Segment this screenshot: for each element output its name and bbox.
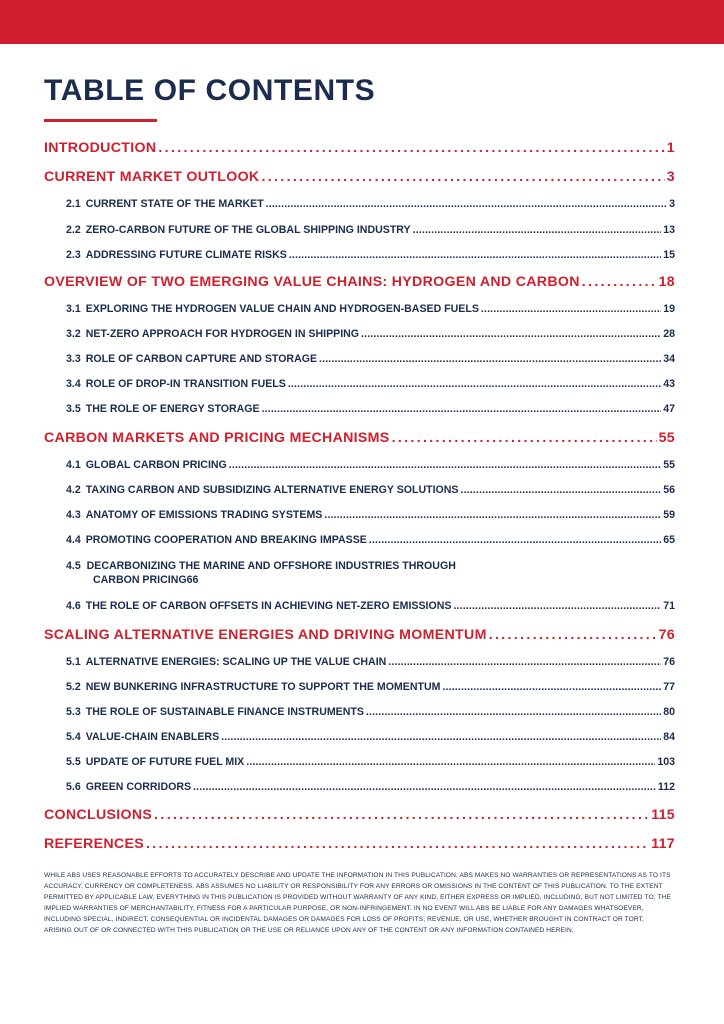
- toc-page-number: 76: [663, 656, 675, 668]
- dot-leader: [288, 378, 661, 390]
- toc-entry-label: NEW BUNKERING INFRASTRUCTURE TO SUPPORT THE MOMENTUM: [85, 681, 441, 693]
- toc-section-number: 4.6: [66, 600, 81, 612]
- toc-section-4-1[interactable]: [66, 459, 675, 471]
- title-underline: [44, 119, 157, 122]
- dot-leader: [262, 403, 662, 415]
- dot-leader: [369, 534, 661, 546]
- dot-leader: [442, 681, 661, 693]
- toc-entry-label: CARBON MARKETS AND PRICING MECHANISMS: [44, 430, 390, 446]
- toc-page-number: 28: [663, 328, 675, 340]
- toc-page-number: 3: [669, 198, 675, 210]
- toc-entry-label: THE ROLE OF CARBON OFFSETS IN ACHIEVING NET-ZERO EMISSIONS: [85, 600, 452, 612]
- toc-section-5-6[interactable]: [66, 781, 675, 793]
- toc-page-number: 19: [663, 303, 675, 315]
- toc-entry-first-line: [66, 560, 675, 572]
- toc-section-number: 3.2: [66, 328, 81, 340]
- toc-section-number: 4.2: [66, 484, 81, 496]
- toc-section-2-2[interactable]: [66, 224, 675, 236]
- dot-leader: [229, 459, 661, 471]
- dot-leader: [413, 224, 662, 236]
- toc-page-number: 34: [663, 353, 675, 365]
- toc-page-number: 71: [663, 600, 675, 612]
- toc-page-number: 103: [657, 756, 675, 768]
- toc-entry-label: UPDATE OF FUTURE FUEL MIX: [85, 756, 245, 768]
- toc-chapter-overview-value-chains[interactable]: [44, 274, 675, 290]
- dot-leader: [388, 656, 661, 668]
- toc-entry-label: DECARBONIZING THE MARINE AND OFFSHORE INDUSTRIES THROUGH: [86, 560, 456, 572]
- toc-entry-label: OVERVIEW OF TWO EMERGING VALUE CHAINS: HYDROGEN AND CARBON: [44, 274, 580, 290]
- toc-section-number: 5.4: [66, 731, 81, 743]
- toc-section-5-3[interactable]: [66, 706, 675, 718]
- toc-page-number: 84: [663, 731, 675, 743]
- toc-section-number: 2.1: [66, 198, 81, 210]
- toc-entry-second-line: [66, 574, 675, 586]
- dot-leader: [266, 198, 667, 210]
- dot-leader: [221, 731, 661, 743]
- toc-section-5-1[interactable]: [66, 656, 675, 668]
- toc-section-number: 4.1: [66, 459, 81, 471]
- dot-leader: [158, 140, 664, 156]
- toc-entry-label: PROMOTING COOPERATION AND BREAKING IMPASSE: [85, 534, 367, 546]
- toc-chapter-carbon-markets[interactable]: [44, 430, 675, 446]
- toc-section-number: 4.3: [66, 509, 81, 521]
- toc-page-number: 43: [663, 378, 675, 390]
- toc-section-5-4[interactable]: [66, 731, 675, 743]
- toc-entry-label: EXPLORING THE HYDROGEN VALUE CHAIN AND HYDROGEN-BASED FUELS: [85, 303, 479, 315]
- toc-section-number: 5.5: [66, 756, 81, 768]
- toc-section-5-5[interactable]: [66, 756, 675, 768]
- toc-chapter-references[interactable]: [44, 836, 675, 852]
- toc-page-number: 13: [663, 224, 675, 236]
- dot-leader: [582, 274, 657, 290]
- toc-entry-label: ZERO-CARBON FUTURE OF THE GLOBAL SHIPPING INDUSTRY: [85, 224, 411, 236]
- toc-entry-label: TAXING CARBON AND SUBSIDIZING ALTERNATIVE ENERGY SOLUTIONS: [85, 484, 459, 496]
- toc-page-number: 55: [663, 459, 675, 471]
- toc-chapter-introduction[interactable]: [44, 140, 675, 156]
- toc-page-number: 77: [663, 681, 675, 693]
- toc-section-3-2[interactable]: [66, 328, 675, 340]
- toc-section-number: 5.1: [66, 656, 81, 668]
- toc-page-number: 18: [658, 274, 675, 290]
- toc-section-5-2[interactable]: [66, 681, 675, 693]
- page-title: TABLE OF CONTENTS: [44, 74, 376, 107]
- toc-entry-label: THE ROLE OF ENERGY STORAGE: [85, 403, 260, 415]
- toc-chapter-conclusions[interactable]: [44, 807, 675, 823]
- dot-leader: [246, 756, 655, 768]
- toc-section-number: 3.3: [66, 353, 81, 365]
- toc-section-4-5[interactable]: [66, 560, 675, 586]
- dot-leader: [461, 484, 662, 496]
- toc-section-4-2[interactable]: [66, 484, 675, 496]
- toc-section-4-3[interactable]: [66, 509, 675, 521]
- toc-page-number: 76: [658, 627, 675, 643]
- dot-leader: [453, 600, 661, 612]
- toc-section-4-4[interactable]: [66, 534, 675, 546]
- dot-leader: [319, 353, 661, 365]
- toc-page-number: 112: [657, 781, 675, 793]
- toc-entry-label: CONCLUSIONS: [44, 807, 153, 823]
- toc-entry-label: ROLE OF DROP-IN TRANSITION FUELS: [85, 378, 286, 390]
- dot-leader: [489, 627, 657, 643]
- toc-section-number: 5.6: [66, 781, 81, 793]
- toc-entry-label: REFERENCES: [44, 836, 144, 852]
- toc-page-number: 56: [663, 484, 675, 496]
- toc-page-number: 80: [663, 706, 675, 718]
- toc-section-number: 5.2: [66, 681, 81, 693]
- legal-disclaimer: WHILE ABS USES REASONABLE EFFORTS TO ACCURATELY DESCRIBE AND UPDATE THE INFORMATION IN THIS PUBLICATION, ABS MAKES NO WARRANTIES OR REPRESENTATIONS AS TO ITS ACCURACY, CURRENCY OR COMPLETENESS. ABS ASSUMES NO LIABILITY OR RESPONSIBILITY FOR ANY ERRORS OR OMISSIONS IN THE CONTENT OF THIS PUBLICATION. TO THE EXTENT PERMITTED BY APPLICABLE LAW, EVERYTHING IN THIS PUBLICATION IS PROVIDED WITHOUT WARRANTY OF ANY KIND, EITHER EXPRESS OR IMPLIED, INCLUDING, BUT NOT LIMITED TO, THE IMPLIED WARRANTIES OF MERCHANTABILITY, FITNESS FOR A PARTICULAR PURPOSE, OR NON-INFRINGEMENT. IN NO EVENT WILL ABS BE LIABLE FOR ANY DAMAGES WHATSOEVER, INCLUDING SPECIAL, INDIRECT, CONSEQUENTIAL OR INCIDENTAL DAMAGES OR DAMAGES FOR LOSS OF PROFITS, REVENUE, OR USE, WHETHER BROUGHT IN CONTRACT OR TORT, ARISING OUT OF OR CONNECTED WITH THIS PUBLICATION OR THE USE OR RELIANCE UPON ANY OF THE CONTENT OR ANY INFORMATION CONTAINED HEREIN.: [44, 872, 671, 934]
- dot-leader: [361, 328, 661, 340]
- toc-entry-label: SCALING ALTERNATIVE ENERGIES AND DRIVING MOMENTUM: [44, 627, 487, 643]
- toc-chapter-current-market-outlook[interactable]: [44, 169, 675, 185]
- toc-section-number: 3.1: [66, 303, 81, 315]
- toc-section-3-1[interactable]: [66, 303, 675, 315]
- toc-page-number: 47: [663, 403, 675, 415]
- dot-leader: [289, 249, 661, 261]
- dot-leader: [146, 836, 649, 852]
- toc-section-3-5[interactable]: [66, 403, 675, 415]
- toc-entry-label: THE ROLE OF SUSTAINABLE FINANCE INSTRUMENTS: [85, 706, 364, 718]
- toc-section-number: 2.2: [66, 224, 81, 236]
- toc-page-number: 3: [666, 169, 675, 185]
- toc-entry-label: CURRENT STATE OF THE MARKET: [85, 198, 264, 210]
- dot-leader: [324, 509, 661, 521]
- toc-entry-label: ANATOMY OF EMISSIONS TRADING SYSTEMS: [85, 509, 323, 521]
- toc-page-number: 115: [651, 807, 675, 823]
- top-color-band: [0, 0, 724, 44]
- toc-section-2-1[interactable]: [66, 198, 675, 210]
- toc-section-3-3[interactable]: [66, 353, 675, 365]
- toc-section-number: 4.4: [66, 534, 81, 546]
- toc-chapter-scaling-alternative-energies[interactable]: [44, 627, 675, 643]
- toc-page-number: 66: [186, 574, 199, 586]
- toc-section-number: 2.3: [66, 249, 81, 261]
- toc-entry-label: ADDRESSING FUTURE CLIMATE RISKS: [85, 249, 287, 261]
- toc-page-number: 55: [658, 430, 675, 446]
- toc-entry-label: VALUE-CHAIN ENABLERS: [85, 731, 220, 743]
- toc-section-3-4[interactable]: [66, 378, 675, 390]
- toc-page-number: 59: [663, 509, 675, 521]
- dot-leader: [481, 303, 661, 315]
- toc-section-number: 3.5: [66, 403, 81, 415]
- toc-section-number: 3.4: [66, 378, 81, 390]
- toc-entry-label: INTRODUCTION: [44, 140, 157, 156]
- toc-section-number: 4.5: [66, 560, 81, 572]
- dot-leader: [193, 781, 656, 793]
- toc-page-number: 117: [651, 836, 675, 852]
- toc-page-number: 1: [666, 140, 675, 156]
- toc-page-number: 15: [663, 249, 675, 261]
- toc-entry-label-continued: CARBON PRICING: [93, 574, 187, 586]
- toc-entry-label: GREEN CORRIDORS: [85, 781, 192, 793]
- toc-entry-label: GLOBAL CARBON PRICING: [85, 459, 227, 471]
- toc-section-number: 5.3: [66, 706, 81, 718]
- toc-entry-label: ALTERNATIVE ENERGIES: SCALING UP THE VALUE CHAIN: [85, 656, 387, 668]
- toc-page-number: 65: [663, 534, 675, 546]
- toc-section-4-6[interactable]: [66, 600, 675, 612]
- toc-entry-label: ROLE OF CARBON CAPTURE AND STORAGE: [85, 353, 318, 365]
- dot-leader: [154, 807, 649, 823]
- dot-leader: [366, 706, 661, 718]
- dot-leader: [261, 169, 664, 185]
- toc-section-2-3[interactable]: [66, 249, 675, 261]
- toc-entry-label: NET-ZERO APPROACH FOR HYDROGEN IN SHIPPING: [85, 328, 360, 340]
- toc-entry-label: CURRENT MARKET OUTLOOK: [44, 169, 260, 185]
- dot-leader: [392, 430, 657, 446]
